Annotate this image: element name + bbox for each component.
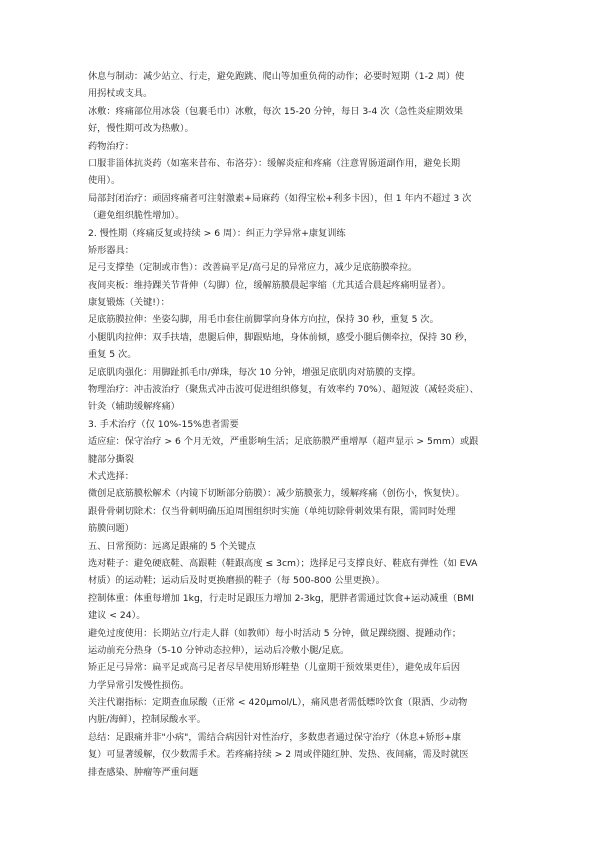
text-line: 腱部分撕裂 xyxy=(88,453,134,465)
text-line: 总结：足跟痛并非"小病"，需结合病因针对性治疗，多数患者通过保守治疗（休息+矫形+康 xyxy=(88,731,461,743)
text-line: 好，慢性期可改为热敷）。 xyxy=(88,123,194,135)
text-line: （避免组织脆性增加）。 xyxy=(88,210,185,222)
text-line: 控制体重：体重每增加 1kg，行走时足跟压力增加 2-3kg，肥胖者需通过饮食+运动减重（BMI xyxy=(88,592,475,604)
text-line: 足底肌肉强化：用脚趾抓毛巾/弹珠，每次 10 分钟，增强足底肌肉对筋膜的支撑。 xyxy=(88,366,422,378)
text-line: 康复锻炼（关键!）： xyxy=(88,297,170,309)
text-line: 关注代谢指标：定期查血尿酸（正常 < 420μmol/L），痛风患者需低嘌呤饮食（限酒、少动物 xyxy=(88,697,468,709)
text-line: 微创足底筋膜松解术（内镜下切断部分筋膜）：减少筋膜张力，缓解疼痛（创伤小，恢复快）。 xyxy=(88,488,465,500)
text-line: 矫形器具： xyxy=(88,244,134,256)
text-line: 运动前充分热身（5-10 分钟动态拉伸），运动后冷敷小腿/足底。 xyxy=(88,644,350,656)
text-line: 跟骨骨刺切除术：仅当骨刺明确压迫周围组织时实施（单纯切除骨刺效果有限，需同时处理 xyxy=(88,505,456,517)
text-line: 夜间夹板：维持踝关节背伸（勾脚）位，缓解筋膜晨起挛缩（尤其适合晨起疼痛明显者）。 xyxy=(88,279,451,291)
text-line: 用拐杖或支具。 xyxy=(88,88,153,100)
text-line: 足弓支撑垫（定制或市售）：改善扁平足/高弓足的异常应力，减少足底筋膜牵拉。 xyxy=(88,262,418,274)
text-line: 筋膜问题） xyxy=(88,523,134,535)
text-line: 五、日常预防：远离足跟痛的 5 个关键点 xyxy=(88,540,256,552)
text-line: 药物治疗： xyxy=(88,140,134,152)
text-line: 2. 慢性期（疼痛反复或持续 > 6 周）：纠正力学异常+康复训练 xyxy=(88,227,346,239)
text-line: 休息与制动：减少站立、行走，避免跑跳、爬山等加重负荷的动作；必要时短期（1-2 周）使 xyxy=(88,71,465,82)
text-line: 针灸（辅助缓解疼痛） xyxy=(88,401,180,413)
text-line: 足底筋膜拉伸：坐姿勾脚，用毛巾套住前脚掌向身体方向拉，保持 30 秒，重复 5 次。 xyxy=(88,314,439,326)
text-line: 使用）。 xyxy=(88,175,121,187)
text-line: 复）可显著缓解，仅少数需手术。若疼痛持续 > 2 周或伴随红肿、发热、夜间痛，需及时就医 xyxy=(88,749,469,761)
text-line: 术式选择： xyxy=(88,470,134,482)
text-line: 内脏/海鲜），控制尿酸水平。 xyxy=(88,714,206,726)
text-line: 小腿肌肉拉伸：双手扶墙，患腿后伸，脚跟贴地，身体前倾，感受小腿后侧牵拉，保持 30 秒， xyxy=(88,331,474,343)
text-line: 重复 5 次。 xyxy=(88,349,137,361)
text-line: 避免过度使用：长期站立/行走人群（如教师）每小时活动 5 分钟，做足踝绕圈、提踵动作； xyxy=(88,627,462,639)
text-line: 局部封闭治疗：顽固疼痛者可注射激素+局麻药（如得宝松+利多卡因），但 1 年内不超过 3 次 xyxy=(88,192,472,204)
text-line: 排查感染、肿瘤等严重问题 xyxy=(88,766,199,778)
document-body xyxy=(88,68,514,781)
text-line: 矫正足弓异常：扁平足或高弓足者尽早使用矫形鞋垫（儿童期干预效果更佳），避免成年后因 xyxy=(88,662,461,674)
text-line: 冰敷：疼痛部位用冰袋（包裹毛巾）冰敷，每次 15-20 分钟，每日 3-4 次（急性炎症期效果 xyxy=(88,105,463,117)
text-line: 口服非甾体抗炎药（如塞来昔布、布洛芬）：缓解炎症和疼痛（注意胃肠道副作用，避免长期 xyxy=(88,157,461,169)
text-line: 力学异常引发慢性损伤。 xyxy=(88,679,190,691)
text-line: 材质）的运动鞋；运动后及时更换磨损的鞋子（每 500-800 公里更换）。 xyxy=(88,575,385,587)
text-line: 适应症：保守治疗 > 6 个月无效，严重影响生活；足底筋膜严重增厚（超声显示 > 5mm）或跟 xyxy=(88,436,479,448)
text-line: 3. 手术治疗（仅 10%-15%患者需要 xyxy=(88,418,239,430)
text-line: 物理治疗：冲击波治疗（聚焦式冲击波可促进组织修复，有效率约 70%）、超短波（减轻炎症）、 xyxy=(88,384,479,396)
text-line: 选对鞋子：避免硬底鞋、高跟鞋（鞋跟高度 ≤ 3cm）；选择足弓支撑良好、鞋底有弹性（如 EVA xyxy=(88,557,478,569)
text-line: 建议 < 24）。 xyxy=(88,610,146,622)
